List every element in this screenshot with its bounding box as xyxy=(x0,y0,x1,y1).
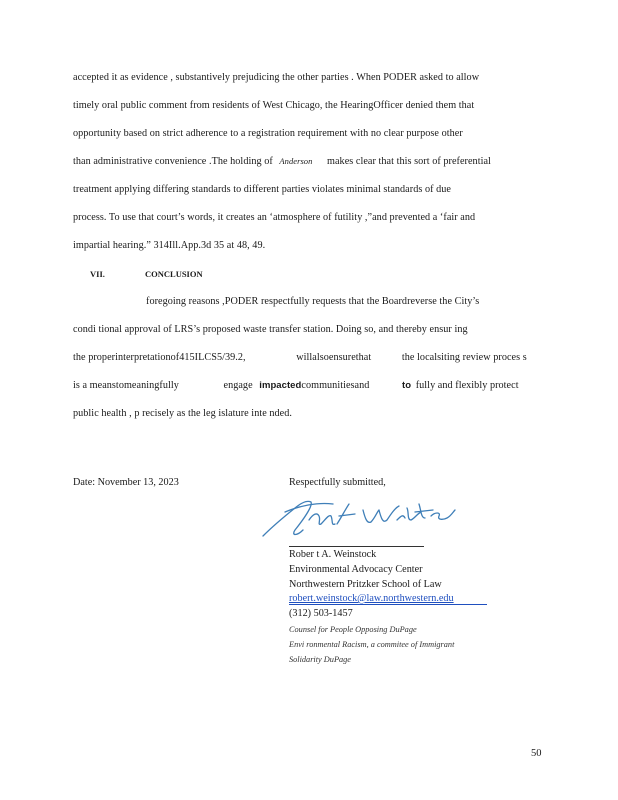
counsel-line-1: Counsel for People Opposing DuPage xyxy=(289,625,417,634)
signer-name: Rober t A. Weinstock xyxy=(289,549,377,560)
section-number: VII. xyxy=(90,269,105,279)
case-name-italic: Anderson xyxy=(279,156,313,166)
conclusion-bold-impacted: impacted xyxy=(259,380,302,391)
counsel-line-2: Envi ronmental Racism, a commitee of Immigrant xyxy=(289,640,455,649)
conclusion-bold-to: to xyxy=(402,380,412,391)
conclusion-line-4-start: is a meanstomeaningfully xyxy=(73,380,179,391)
section-title: CONCLUSION xyxy=(145,269,203,279)
body-line-4-tail: makes clear that this sort of preferential xyxy=(327,156,491,167)
page-number: 50 xyxy=(531,748,542,759)
body-line-4-start: than administrative convenience .The holding of xyxy=(73,156,273,167)
conclusion-line-3-tail: the localsiting review proces s xyxy=(401,352,527,363)
body-line-7: impartial hearing.” 314Ill.App.3d 35 at 48, 49. xyxy=(73,240,266,251)
signer-email-link[interactable]: robert.weinstock@law.northwestern.edu xyxy=(289,593,454,604)
signer-org: Environmental Advocacy Center xyxy=(289,564,423,575)
conclusion-line-5: public health , p recisely as the leg islature inte nded. xyxy=(73,408,292,419)
conclusion-line-3-start: the properinterpretationof415ILCS5/39.2, xyxy=(73,352,246,363)
conclusion-line-2: condi tional approval of LRS’s proposed waste transfer station. Doing so, and thereby ensur ing xyxy=(73,324,468,335)
signer-school: Northwestern Pritzker School of Law xyxy=(289,579,442,590)
conclusion-line-1: foregoing reasons ,PODER respectfully requests that the Boardreverse the City’s xyxy=(146,296,480,307)
closing-line: Respectfully submitted, xyxy=(289,477,386,488)
signer-phone: (312) 503-1457 xyxy=(289,608,353,619)
body-line-6: process. To use that court’s words, it creates an ‘atmosphere of futility ,”and prevented a ‘fair and xyxy=(73,212,476,223)
conclusion-line-3 xyxy=(73,352,527,363)
email-underline xyxy=(289,604,487,605)
conclusion-line-4-engage: engage xyxy=(223,380,253,391)
body-line-2: timely oral public comment from residents of West Chicago, the HearingOfficer denied them that xyxy=(73,100,475,111)
conclusion-line-4-end: fully and flexibly protect xyxy=(415,380,519,391)
conclusion-line-4 xyxy=(73,380,519,391)
signature-rule xyxy=(289,546,424,547)
conclusion-line-4-communities: communitiesand xyxy=(301,380,370,391)
body-line-3: opportunity based on strict adherence to a registration requirement with no clear purpose other xyxy=(73,128,463,139)
body-line-1: accepted it as evidence , substantively prejudicing the other parties . When PODER asked to allow xyxy=(73,72,480,83)
handwritten-signature xyxy=(255,490,460,545)
body-line-4 xyxy=(73,156,491,167)
counsel-line-3: Solidarity DuPage xyxy=(289,655,351,664)
conclusion-line-3-mid: willalsoensurethat xyxy=(296,352,372,363)
date-line: Date: November 13, 2023 xyxy=(73,477,179,488)
body-line-5: treatment applying differing standards to different parties violates minimal standards of due xyxy=(73,184,451,195)
